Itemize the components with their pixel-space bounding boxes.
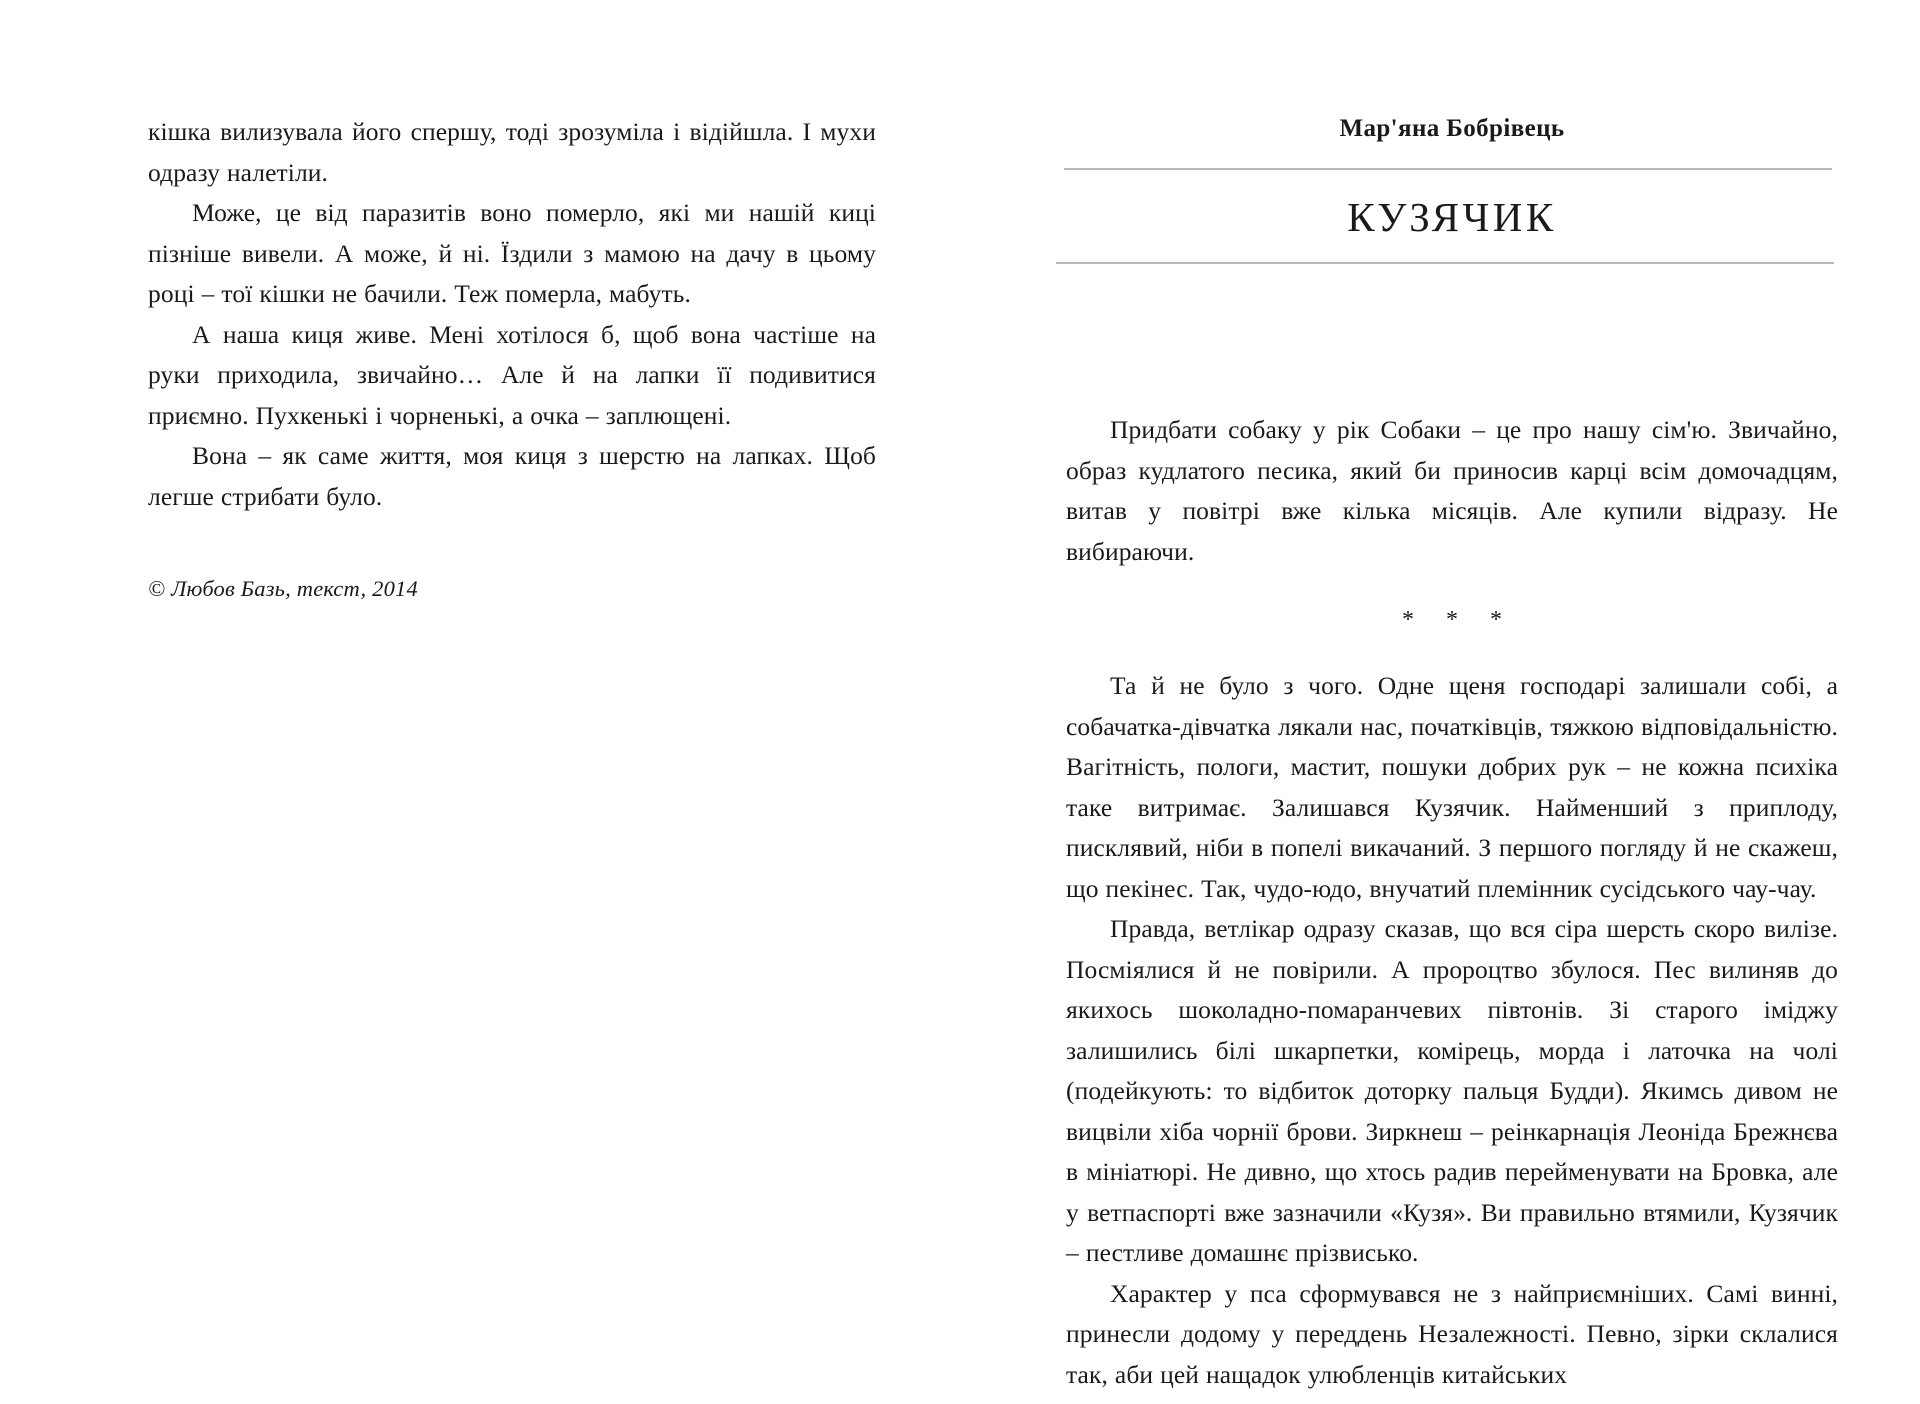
left-paragraph-3: А наша киця живе. Мені хотілося б, щоб вона частіше на руки приходила, звичайно… Але й на лапки її подивитися приємно. Пухкенькі і чорненькі, а очка – заплющені. bbox=[148, 319, 876, 430]
right-page-column bbox=[1066, 112, 1838, 1395]
right-intro-paragraph: Придбати собаку у рік Собаки – це про нашу сім'ю. Звичайно, образ кудлатого песика, який би приносив карці всім домочадцям, витав у повітрі вже кілька місяців. Але купили відразу. Не вибираючи. bbox=[1066, 415, 1838, 566]
section-break-asterisks: * * * bbox=[1402, 607, 1515, 633]
author-name: Мар'яна Бобрівець bbox=[1339, 115, 1565, 142]
right-paragraph-2: Правда, ветлікар одразу сказав, що вся сіра шерсть скоро вилізе. Посміялися й не повірили. А пророцтво збулося. Пес вилиняв до якихось шоколадно-помаранчевих півтонів. Зі старого іміджу залишились білі шкарпетки, комірець, морда і латочка на чолі (подейкують: то відбиток доторку пальця Будди). Якимсь дивом не вицвіли хіба чорнії брови. Зиркнеш – реінкарнація Леоніда Брежнєва в мініатюрі. Не дивно, що хтось радив перейменувати на Бровка, але у ветпаспорті вже зазначили «Кузя». Ви правильно втямили, Кузячик – пестливе домашнє прізвисько. bbox=[1066, 914, 1838, 1267]
left-paragraph-2: Може, це від паразитів воно померло, які ми нашій киці пізніше вивели. А може, й ні. Їздили з мамою на дачу в цьому році – тої кішки не бачили. Теж померла, мабуть. bbox=[148, 198, 876, 308]
chapter-title: КУЗЯЧИК bbox=[1347, 194, 1557, 240]
right-paragraph-3: Характер у пса сформувався не з найприємніших. Самі винні, принесли додому у переддень Незалежності. Певно, зірки склалися так, аби цей нащадок улюбленців китайських bbox=[1066, 1278, 1838, 1389]
section-break-spacer-bottom bbox=[1066, 634, 1838, 666]
section-break-spacer-top bbox=[1066, 572, 1838, 606]
left-page-column bbox=[148, 112, 876, 605]
left-paragraph-4: Вона – як саме життя, моя киця з шерстю на лапках. Щоб легше стрибати було. bbox=[148, 441, 876, 511]
right-paragraph-1: Та й не було з чого. Одне щеня господарі залишали собі, а собачатка-дівчатка лякали нас, початківців, тяжкою відповідальністю. Вагітність, пологи, мастит, пошуки добрих рук – не кожна психіка таке витримає. Залишався Кузячик. Найменший з приплоду, писклявий, ніби в попелі викачаний. З першого погляду й не скажеш, що пекінес. Так, чудо-юдо, внучатий племінник сусідського чау-чау. bbox=[1066, 671, 1838, 903]
left-paragraph-1: кішка вилизувала його спершу, тоді зрозуміла і відійшла. І мухи одразу налетіли. bbox=[148, 117, 876, 187]
copyright-line: © Любов Базь, текст, 2014 bbox=[148, 576, 418, 601]
title-body-spacer bbox=[1066, 264, 1838, 410]
